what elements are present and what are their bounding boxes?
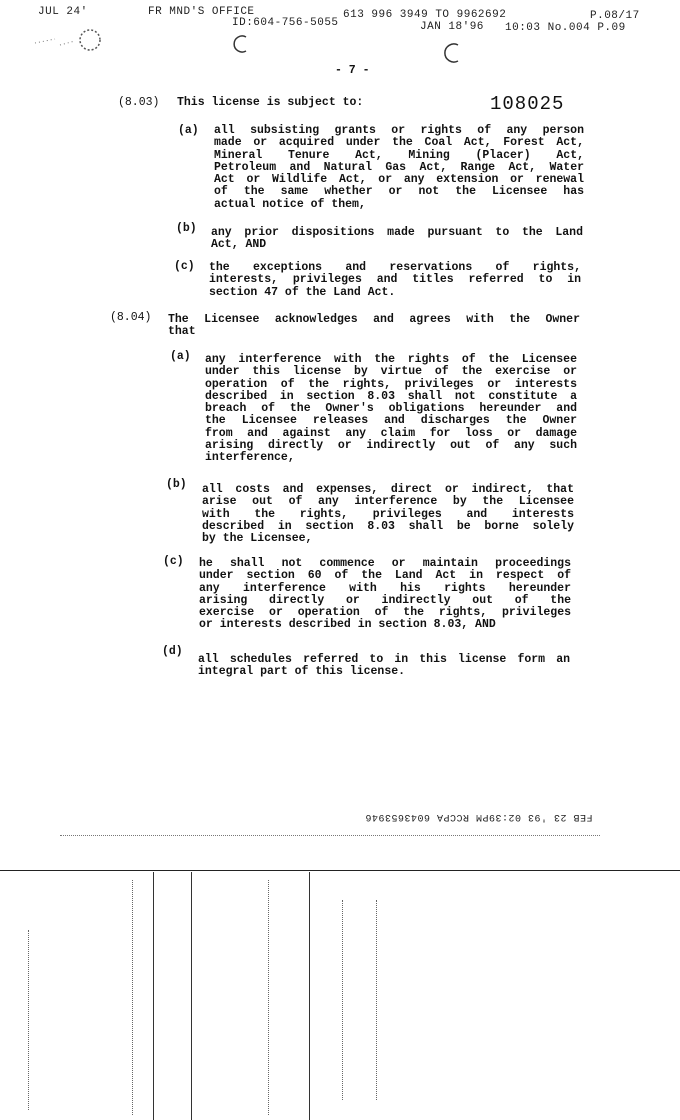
item-label: (c) [163, 555, 184, 568]
scan-streak [191, 872, 192, 1120]
list-item: all schedules referred to in this license form an integral part of this license. [198, 653, 570, 679]
item-label: (b) [176, 222, 197, 235]
list-item: any interference with the rights of the Licensee under this license by virtue of the exercise or operation of the rights, privileges or interests described in section 8.03 shall not constitute a breach of the Owner's obligations hereunder and the Licensee releases and discharges the Owner from and against any claim for loss or damage arising directly or indirectly out of any such interference, [205, 353, 577, 465]
item-label: (a) [170, 350, 191, 363]
list-item: all subsisting grants or rights of any person made or acquired under the Coal Act, Forest Act, Mineral Tenure Act, Mining (Placer) Act, Petroleum and Natural Gas Act, Range Act, Water Act or Wildlife Act, or any extension or renewal of the same whether or not the Licensee has actual notice of them, [214, 124, 584, 211]
scan-streak [132, 880, 134, 1115]
scan-streak [376, 900, 378, 1100]
list-item: he shall not commence or maintain proceedings under section 60 of the Land Act in respect of any interference with his rights hereunder arising directly or indirectly out of the exercise or operation of the rights, privileges or interests described in section 8.03, AND [199, 557, 571, 632]
section-intro: The Licensee acknowledges and agrees with the Owner that [168, 313, 580, 339]
scan-smudge-logo [30, 25, 110, 55]
fax-header-time: 10:03 No.004 P.09 [505, 22, 626, 34]
list-item: any prior dispositions made pursuant to the Land Act, AND [211, 226, 583, 252]
list-item: the exceptions and reservations of rights, interests, privileges and titles referred to in section 47 of the Land Act. [209, 261, 581, 299]
page-number: - 7 - [335, 64, 370, 77]
scan-noise-line [60, 835, 600, 838]
scan-streak [153, 872, 154, 1120]
scan-streak [268, 880, 270, 1115]
document-number: 108025 [490, 93, 565, 115]
item-label: (a) [178, 124, 199, 137]
punch-hole-mark [230, 32, 254, 56]
list-item: all costs and expenses, direct or indirect, that arise out of any interference by the Licensee with the rights, privileges and interests described in section 8.03 shall be borne solely by the Licensee, [202, 483, 574, 546]
fax-header-id: ID:604-756-5055 [232, 17, 339, 29]
fax-header-phone: 613 996 3949 TO 9962692 [343, 9, 507, 21]
fax-header-date: JAN 18'96 [420, 21, 484, 33]
section-number: (8.03) [118, 96, 160, 109]
scan-streak [342, 900, 344, 1100]
section-number: (8.04) [110, 311, 152, 324]
section-intro: This license is subject to: [177, 96, 364, 109]
item-label: (c) [174, 260, 195, 273]
page-edge-line [0, 870, 680, 871]
fax-footer-stamp: FEB 23 '93 02:39PM RCCPA 6043653946 [365, 811, 593, 822]
item-label: (d) [162, 645, 183, 658]
scan-streak [28, 930, 30, 1110]
scan-streak [309, 872, 310, 1120]
fax-header-page: P.08/17 [590, 10, 640, 22]
fax-header-sender: FR MND'S OFFICE [148, 6, 255, 18]
fax-header-left: JUL 24' [38, 6, 88, 18]
item-label: (b) [166, 478, 187, 491]
punch-hole-mark [440, 40, 466, 66]
